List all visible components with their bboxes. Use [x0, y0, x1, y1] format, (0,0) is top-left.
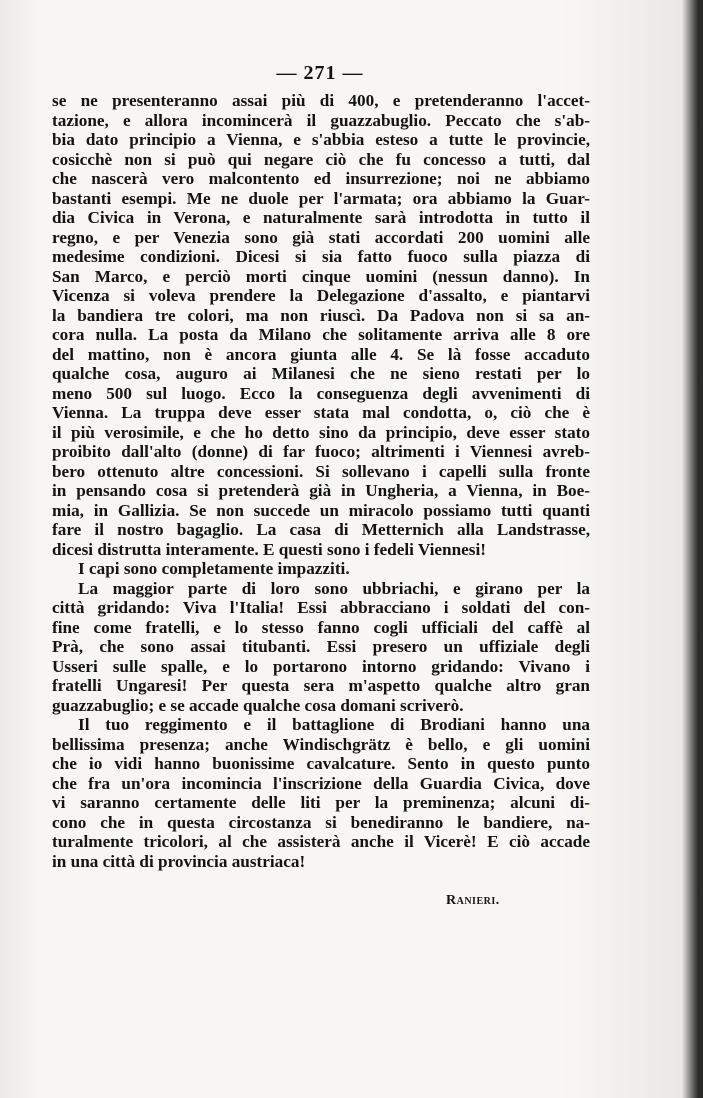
text-line: bellissima presenza; anche Windischgrätz è bello, e gli uomini — [52, 734, 590, 754]
text-line: dicesi distrutta interamente. E questi sono i fedeli Viennesi! — [52, 539, 486, 559]
paragraph — [52, 715, 590, 871]
text-line: I capi sono completamente impazziti. — [78, 559, 350, 578]
text-line: bia dato principio a Vienna, e s'abbia esteso a tutte le provincie, — [52, 130, 590, 149]
letter-body — [52, 91, 590, 871]
paragraph — [52, 579, 590, 716]
text-line: regno, e per Venezia sono già stati accordati 200 uomini alle — [52, 227, 590, 247]
text-line: proibito dall'alto (donne) di far fuoco; altrimenti i Viennesi avreb- — [52, 442, 590, 461]
text-line: se ne presenteranno assai più di 400, e pretenderanno l'accet- — [52, 91, 590, 110]
text-line: qualche cosa, auguro ai Milanesi che ne sieno restati per lo — [52, 364, 590, 383]
text-line: Il tuo reggimento e il battaglione di Brodiani hanno una — [78, 715, 590, 734]
text-line: La maggior parte di loro sono ubbriachi, e girano per la — [78, 578, 590, 598]
text-line: Vicenza si voleva prendere la Delegazione d'assalto, e piantarvi — [52, 286, 590, 305]
text-line: in pensando cosa si pretenderà già in Ungheria, a Vienna, in Boe- — [52, 481, 590, 500]
text-line: che io vidi hanno buonissime cavalcature. Sento in questo punto — [52, 754, 590, 773]
text-line: fare il nostro bagaglio. La casa di Metternich alla Landstrasse, — [52, 520, 590, 539]
text-line: vi saranno certamente delle liti per la preminenza; alcuni di- — [52, 793, 590, 812]
text-line: che fra un'ora incomincia l'inscrizione della Guardia Civica, dove — [52, 773, 590, 793]
text-line: cono che in questa circostanza si benediranno le bandiere, na- — [52, 812, 590, 832]
text-line: tazione, e allora incomincerà il guazzabuglio. Peccato che s'ab- — [52, 110, 590, 130]
text-line: cora nulla. La posta da Milano che solitamente arriva alle 8 ore — [52, 325, 590, 344]
text-line: dia Civica in Verona, e naturalmente sarà introdotta in tutto il — [52, 208, 590, 227]
text-line: bero ottenuto altre concessioni. Si sollevano i capelli sulla fronte — [52, 461, 590, 481]
signature: Ranieri. — [446, 893, 500, 908]
text-line: la bandiera tre colori, ma non riuscì. Da Padova non si sa an- — [52, 305, 590, 325]
text-line: che nascerà vero malcontento ed insurrezione; noi ne abbiamo — [52, 169, 590, 188]
text-line: Vienna. La truppa deve esser stata mal condotta, o, ciò che è — [52, 403, 590, 422]
text-line: turalmente tricolori, al che assisterà anche il Vicerè! E ciò accade — [52, 832, 590, 851]
text-line: cosicchè non si può qui negare ciò che fu concesso a tutti, dal — [52, 149, 590, 169]
text-line: del mattino, non è ancora giunta alle 4. Se là fosse accaduto — [52, 344, 590, 364]
paragraph — [52, 91, 590, 559]
text-line: fratelli Ungaresi! Per questa sera m'aspetto qualche altro gran — [52, 676, 590, 695]
text-line: il più verosimile, e che ho detto sino da principio, deve esser stato — [52, 422, 590, 442]
text-line: Prà, che sono assai titubanti. Essi presero un uffiziale degli — [52, 637, 590, 656]
paragraph — [52, 559, 590, 579]
text-line: Usseri sulle spalle, e lo portarono intorno gridando: Vivano i — [52, 656, 590, 676]
text-line: bastanti esempi. Me ne duole per l'armata; ora abbiamo la Guar- — [52, 188, 590, 208]
text-line: San Marco, e perciò morti cinque uomini (nessun danno). In — [52, 266, 590, 286]
text-line: guazzabuglio; e se accade qualche cosa domani scriverò. — [52, 695, 464, 715]
text-line: in una città di provincia austriaca! — [52, 851, 306, 871]
text-line: medesime condizioni. Dicesi si sia fatto fuoco sulla piazza di — [52, 247, 590, 266]
text-line: città gridando: Viva l'Italia! Essi abbracciano i soldati del con- — [52, 598, 590, 617]
text-line: meno 500 sul luogo. Ecco la conseguenza degli avvenimenti di — [52, 383, 590, 403]
text-line: mia, in Gallizia. Se non succede un miracolo possiamo tutti quanti — [52, 500, 590, 520]
text-line: fine come fratelli, e lo stesso fanno cogli ufficiali del caffè al — [52, 617, 590, 637]
page-number: — 271 — — [276, 62, 364, 84]
